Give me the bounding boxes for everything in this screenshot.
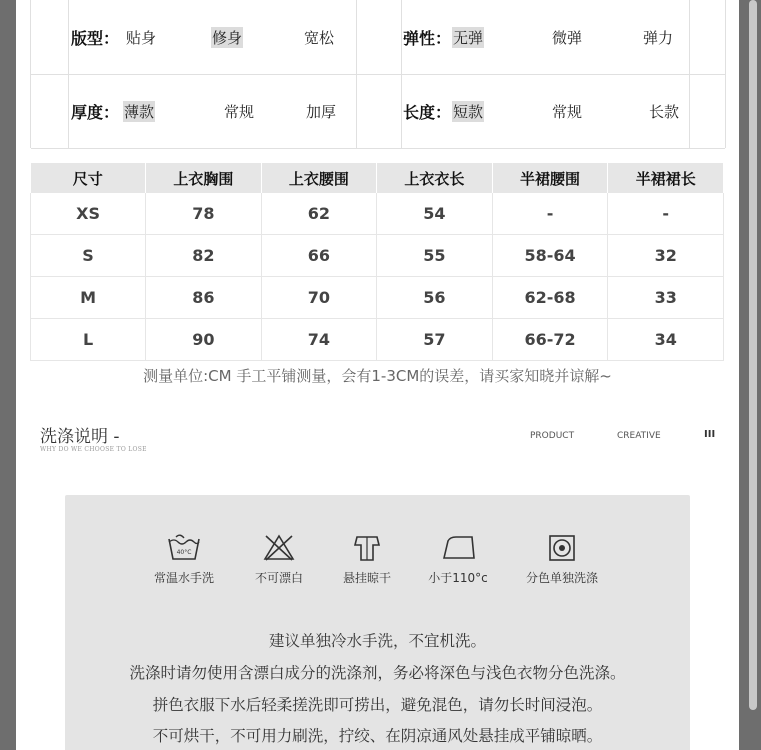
separate-wash-item	[507, 533, 617, 586]
table-cell: 56	[377, 277, 493, 319]
iron-label: 小于110°c	[428, 571, 488, 585]
separate-wash-label: 分色单独洗涤	[525, 571, 598, 585]
table-cell: 54	[377, 193, 493, 235]
table-row	[31, 319, 724, 361]
table-cell: 57	[377, 319, 493, 361]
separate-wash-icon	[544, 533, 580, 563]
fit-option-tight: 贴身	[126, 28, 157, 47]
hand-wash-label: 常温水手洗	[153, 571, 214, 585]
thickness-option-thin: 薄款	[124, 102, 155, 121]
table-header-cell: 上衣胸围	[146, 163, 262, 193]
table-header-row	[31, 163, 724, 193]
length-option-short: 短款	[453, 102, 484, 121]
table-cell: 33	[608, 277, 724, 319]
table-cell: 32	[608, 235, 724, 277]
fit-option-loose: 宽松	[304, 28, 335, 47]
hang-dry-icon	[349, 533, 385, 563]
elasticity-option-none: 无弹	[453, 28, 484, 47]
table-cell: 34	[608, 319, 724, 361]
svg-text:40°C: 40°C	[176, 549, 192, 556]
wash-care-panel	[65, 495, 690, 750]
elasticity-option-slight: 微弹	[552, 28, 583, 47]
length-option-long: 长款	[649, 102, 680, 121]
thickness-option-thick: 加厚	[306, 102, 337, 121]
length-option-regular: 常规	[552, 102, 583, 121]
hang-dry-label: 悬挂晾干	[342, 571, 391, 585]
nav-product-link[interactable]: PRODUCT	[530, 431, 575, 441]
table-cell: 58-64	[492, 235, 608, 277]
table-header-cell: 上衣衣长	[377, 163, 493, 193]
attribute-grid	[30, 0, 726, 148]
no-bleach-label: 不可漂白	[254, 571, 303, 585]
wash-section-subtitle: WHY DO WE CHOOSE TO LOSE	[40, 446, 147, 453]
table-cell: L	[31, 319, 146, 361]
attribute-row-2	[31, 74, 725, 149]
table-cell: 55	[377, 235, 493, 277]
fit-option-slim: 修身	[212, 28, 243, 47]
size-chart-table	[30, 163, 724, 361]
menu-icon[interactable]: III	[704, 429, 716, 440]
wash-instruction: 拼色衣服下水后轻柔搓洗即可捞出，避免混色，请勿长时间浸泡。	[152, 696, 603, 714]
wash-instruction: 不可烘干，不可用力刷洗，拧绞、在阴凉通风处悬挂成平铺晾晒。	[152, 727, 603, 745]
no-bleach-icon	[261, 533, 297, 563]
table-cell: XS	[31, 193, 146, 235]
length-label: 长度：	[403, 102, 452, 122]
table-cell: 86	[146, 277, 262, 319]
table-cell: 74	[261, 319, 377, 361]
table-cell: 62-68	[492, 277, 608, 319]
table-cell: 90	[146, 319, 262, 361]
table-cell: 66-72	[492, 319, 608, 361]
elasticity-label: 弹性：	[403, 28, 452, 48]
nav-creative-link[interactable]: CREATIVE	[617, 431, 661, 441]
table-header-cell: 上衣腰围	[261, 163, 377, 193]
table-row	[31, 235, 724, 277]
table-cell: 78	[146, 193, 262, 235]
hand-wash-icon	[166, 533, 202, 563]
table-cell: 66	[261, 235, 377, 277]
wash-instruction: 洗涤时请勿使用含漂白成分的洗涤剂，务必将深色与浅色衣物分色洗涤。	[129, 664, 626, 682]
table-header-cell: 尺寸	[31, 163, 146, 193]
table-header-cell: 半裙裙长	[608, 163, 724, 193]
thickness-option-regular: 常规	[224, 102, 255, 121]
table-cell: -	[492, 193, 608, 235]
table-cell: 70	[261, 277, 377, 319]
table-cell: S	[31, 235, 146, 277]
thickness-label: 厚度：	[71, 102, 120, 122]
measurement-note: 测量单位:CM 手工平铺测量，会有1-3CM的误差，请买家知晓并谅解~	[143, 367, 612, 385]
table-row	[31, 277, 724, 319]
table-cell: -	[608, 193, 724, 235]
table-cell: 82	[146, 235, 262, 277]
wash-instruction: 建议单独冷水手洗，不宜机洗。	[268, 632, 486, 650]
vertical-scrollbar[interactable]	[749, 0, 757, 710]
table-cell: M	[31, 277, 146, 319]
table-cell: 62	[261, 193, 377, 235]
elasticity-option-stretch: 弹力	[643, 28, 674, 47]
iron-icon	[438, 533, 478, 563]
product-detail-page	[16, 0, 739, 750]
fit-label: 版型：	[71, 28, 120, 48]
table-header-cell: 半裙腰围	[492, 163, 608, 193]
wash-section-title: 洗涤说明 -	[40, 427, 120, 447]
attribute-row-1	[31, 0, 725, 75]
hand-wash-item	[129, 533, 239, 586]
iron-item	[403, 533, 513, 586]
table-row	[31, 193, 724, 235]
